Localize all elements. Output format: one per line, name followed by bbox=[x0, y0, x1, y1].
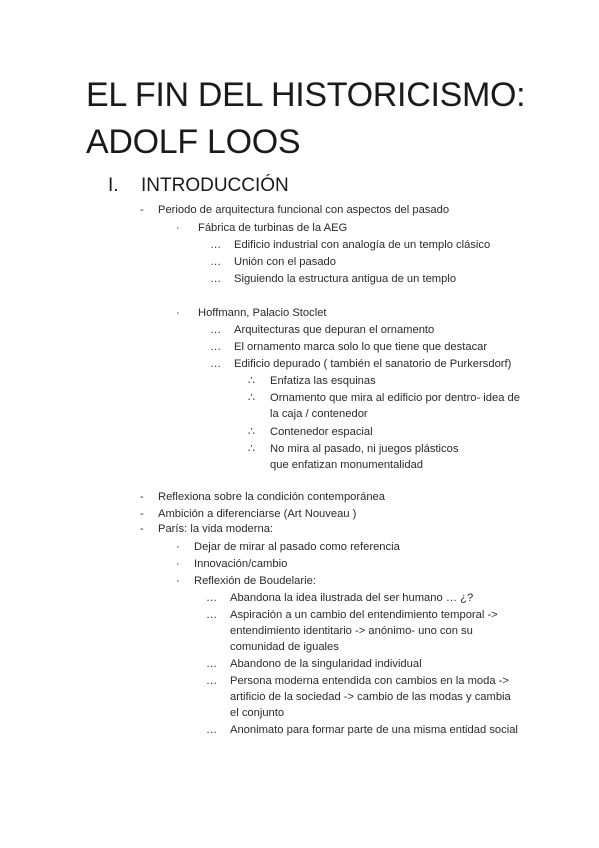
list-item-text: Hoffmann, Palacio Stoclet bbox=[198, 307, 327, 319]
ellipsis-bullet: … bbox=[210, 256, 222, 268]
section-heading bbox=[108, 174, 289, 198]
document-title bbox=[86, 72, 525, 166]
ellipsis-bullet: … bbox=[210, 239, 222, 251]
list-item-text: Unión con el pasado bbox=[234, 256, 337, 268]
list-item-text: El ornamento marca solo lo que tiene que destacar bbox=[234, 341, 488, 353]
ellipsis-bullet: … bbox=[206, 609, 218, 621]
list-item-text: Innovación/cambio bbox=[194, 558, 288, 570]
ellipsis-bullet: … bbox=[206, 724, 218, 736]
therefore-bullet: ∴ bbox=[248, 375, 256, 387]
list-item-text: Reflexión de Boudelarie: bbox=[194, 575, 316, 587]
dash-bullet: - bbox=[140, 491, 144, 503]
list-item-text: Abandona la idea ilustrada del ser humano … ¿? bbox=[230, 592, 474, 604]
therefore-bullet: ∴ bbox=[248, 392, 256, 404]
title-line-2: ADOLF LOOS bbox=[86, 123, 301, 161]
dot-bullet: · bbox=[176, 541, 180, 553]
list-item-text: Siguiendo la estructura antigua de un templo bbox=[234, 273, 457, 285]
list-item-text: Persona moderna entendida con cambios en la moda -> artificio de la sociedad -> cambio de las modas y cambia el conjunto bbox=[230, 675, 511, 719]
list-item-text: Abandono de la singularidad individual bbox=[230, 658, 422, 670]
ellipsis-bullet: … bbox=[210, 273, 222, 285]
dot-bullet: · bbox=[176, 558, 180, 570]
ellipsis-bullet: … bbox=[210, 358, 222, 370]
ellipsis-bullet: … bbox=[206, 592, 218, 604]
ellipsis-bullet: … bbox=[210, 341, 222, 353]
dot-bullet: · bbox=[176, 575, 180, 587]
list-item-text: Fábrica de turbinas de la AEG bbox=[198, 222, 348, 234]
dash-bullet: - bbox=[140, 204, 144, 216]
list-item-text: Anonimato para formar parte de una misma entidad social bbox=[230, 724, 518, 736]
section-number: I. bbox=[108, 175, 119, 196]
ellipsis-bullet: … bbox=[206, 658, 218, 670]
therefore-bullet: ∴ bbox=[248, 426, 256, 438]
list-item-text: Edificio industrial con analogía de un templo clásico bbox=[234, 239, 491, 251]
list-item-text: Reflexiona sobre la condición contemporánea bbox=[158, 491, 386, 503]
list-item-text: Dejar de mirar al pasado como referencia bbox=[194, 541, 400, 553]
dash-bullet: - bbox=[140, 508, 144, 520]
list-item-text: París: la vida moderna: bbox=[158, 523, 274, 535]
list-item-text: Contenedor espacial bbox=[270, 426, 373, 438]
dot-bullet: · bbox=[176, 307, 180, 319]
therefore-bullet: ∴ bbox=[248, 443, 256, 455]
list-item-text: Edificio depurado ( también el sanatorio de Purkersdorf) bbox=[234, 358, 512, 370]
section-title: INTRODUCCIÓN bbox=[141, 175, 289, 196]
list-item-text: Ambición a diferenciarse (Art Nouveau ) bbox=[158, 508, 357, 520]
dot-bullet: · bbox=[176, 222, 180, 234]
ellipsis-bullet: … bbox=[206, 675, 218, 687]
list-item-text: Ornamento que mira al edificio por dentro- idea de la caja / contenedor bbox=[270, 392, 520, 420]
list-item-text: Periodo de arquitectura funcional con aspectos del pasado bbox=[158, 204, 450, 216]
list-item-text: Enfatiza las esquinas bbox=[270, 375, 376, 387]
dash-bullet: - bbox=[140, 523, 144, 535]
list-item-text: No mira al pasado, ni juegos plásticos que enfatizan monumentalidad bbox=[270, 443, 459, 471]
ellipsis-bullet: … bbox=[210, 324, 222, 336]
list-item-text: Arquitecturas que depuran el ornamento bbox=[234, 324, 435, 336]
list-item-text: Aspiración a un cambio del entendimiento temporal -> entendimiento identitario -> anónimo- uno con su comunidad de iguales bbox=[230, 609, 498, 653]
title-line-1: EL FIN DEL HISTORICISMO: bbox=[86, 76, 526, 114]
